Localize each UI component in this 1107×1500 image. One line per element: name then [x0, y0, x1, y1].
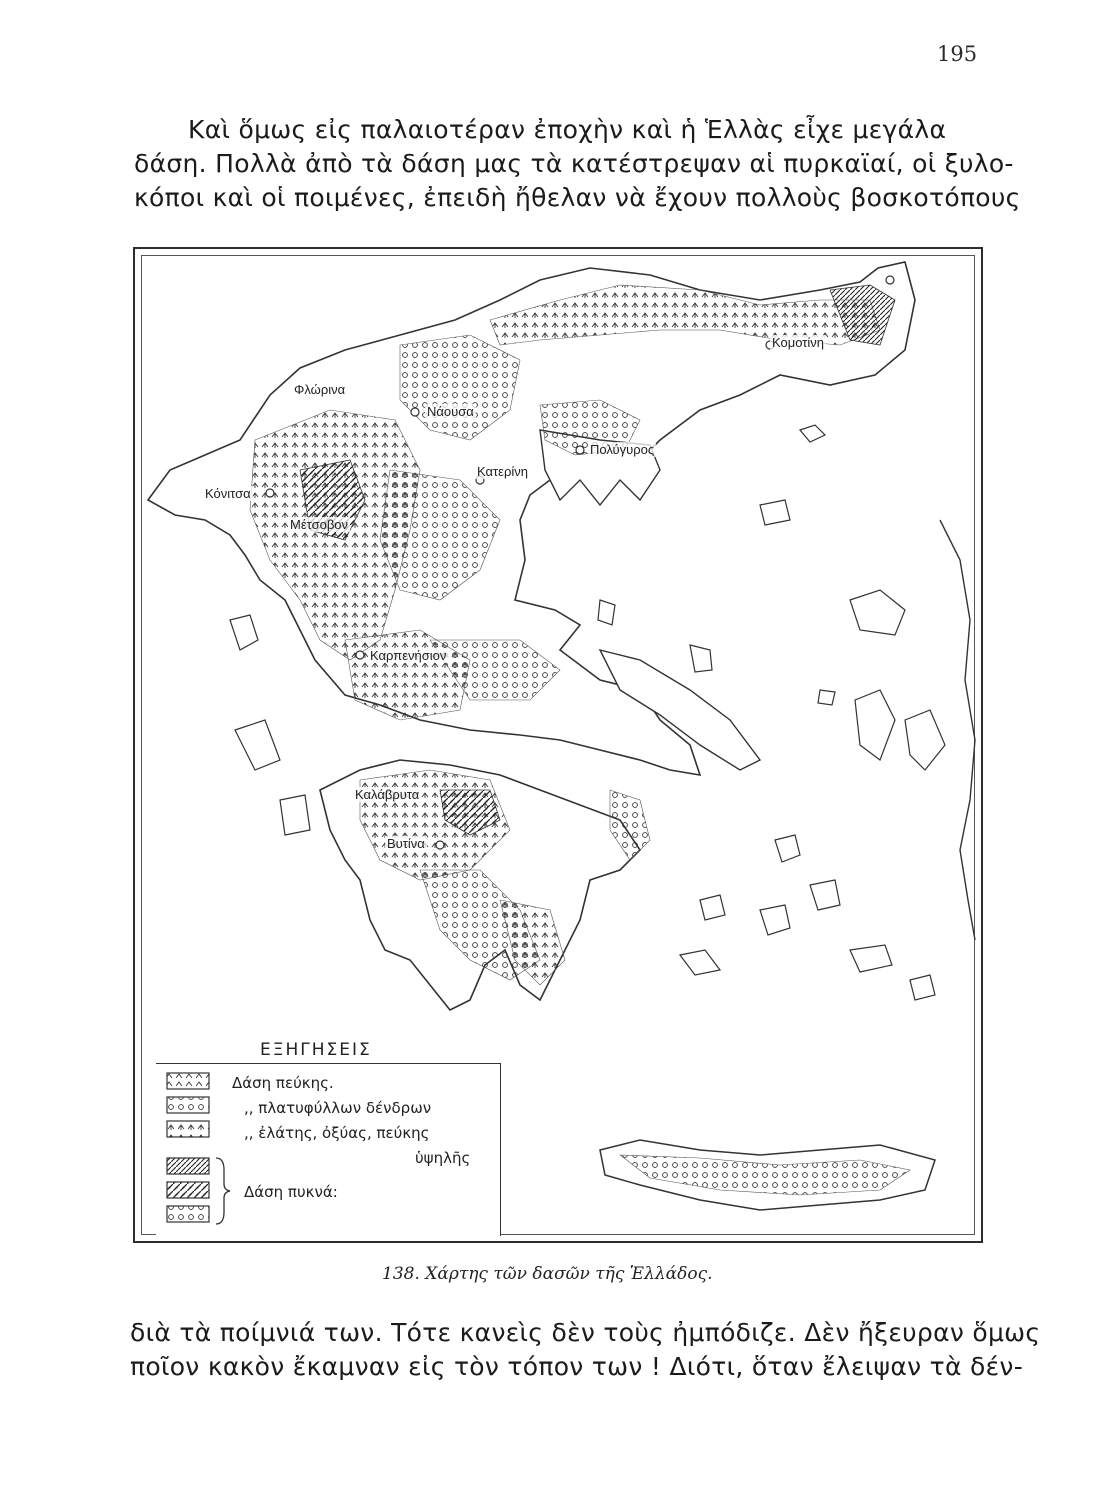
place-label-vytina: Βυτίνα: [387, 836, 425, 851]
legend-title: ΕΞΗΓΗΣΕΙΣ: [260, 1040, 372, 1060]
legend-swatch-dense-1: [167, 1158, 209, 1174]
place-label-kalavryta: Καλάβρυτα: [355, 787, 420, 802]
legend-label-broadleaf: ,, πλατυφύλλων δένδρων: [244, 1099, 432, 1117]
text-line: Καὶ ὅμως εἰς παλαιοτέραν ἐποχὴν καὶ ἡ Ἑλλὰς εἶχε μεγάλα: [188, 115, 947, 144]
text-line: δάση. Πολλὰ ἀπὸ τὰ δάση μας τὰ κατέστρεψαν αἱ πυρκαϊαί, οἱ ξυλο-: [134, 149, 1014, 178]
legend-swatch-pine: [167, 1073, 209, 1089]
legend-swatch-dense-3: [167, 1206, 209, 1222]
legend-swatch-fir: [167, 1121, 209, 1137]
legend-brace-icon: [212, 1156, 232, 1226]
legend-swatches: [166, 1072, 216, 1232]
text-line: διὰ τὰ ποίμνιά των. Τότε κανεὶς δὲν τοὺς ἠμπόδιζε. Δὲν ἤξευραν ὅμως: [130, 1318, 1041, 1347]
figure-caption: 138. Χάρτης τῶν δασῶν τῆς Ἑλλάδος.: [382, 1264, 713, 1284]
place-label-metsovo: Μέτσοβον: [290, 517, 349, 532]
place-label-katerini: Κατερίνη: [477, 464, 528, 479]
bottom-paragraph: [130, 1316, 1040, 1384]
place-label-komotini: Κομοτίνη: [772, 335, 825, 350]
legend-swatch-dense-2: [167, 1182, 209, 1198]
place-label-konitsa: Κόνιτσα: [205, 486, 251, 501]
place-label-naousa: Νάουσα: [427, 404, 474, 419]
page-number: 195: [937, 42, 978, 66]
place-label-karpenisi: Καρπενήσιον: [370, 648, 447, 663]
text-line: κόποι καὶ οἱ ποιμένες, ἐπειδὴ ἤθελαν νὰ ἔχουν πολλοὺς βοσκοτόπους: [134, 183, 1021, 212]
place-label-polygyros: Πολύγυρος: [590, 442, 655, 457]
east-coast-outline: [940, 520, 975, 940]
legend-label-dense: Δάση πυκνά:: [244, 1183, 338, 1201]
legend-label-fir-continued: ὑψηλῆς: [415, 1149, 471, 1167]
legend-label-pine: Δάση πεύκης.: [232, 1074, 334, 1092]
legend-label-fir: ,, ἐλάτης, ὀξύας, πεύκης: [244, 1124, 430, 1142]
place-label-florina: Φλώρινα: [294, 382, 346, 397]
legend-swatch-broadleaf: [167, 1097, 209, 1113]
text-line: ποῖον κακὸν ἔκαμναν εἰς τὸν τόπον των ! Διότι, ὅταν ἔλειψαν τὰ δέν-: [130, 1352, 1024, 1381]
